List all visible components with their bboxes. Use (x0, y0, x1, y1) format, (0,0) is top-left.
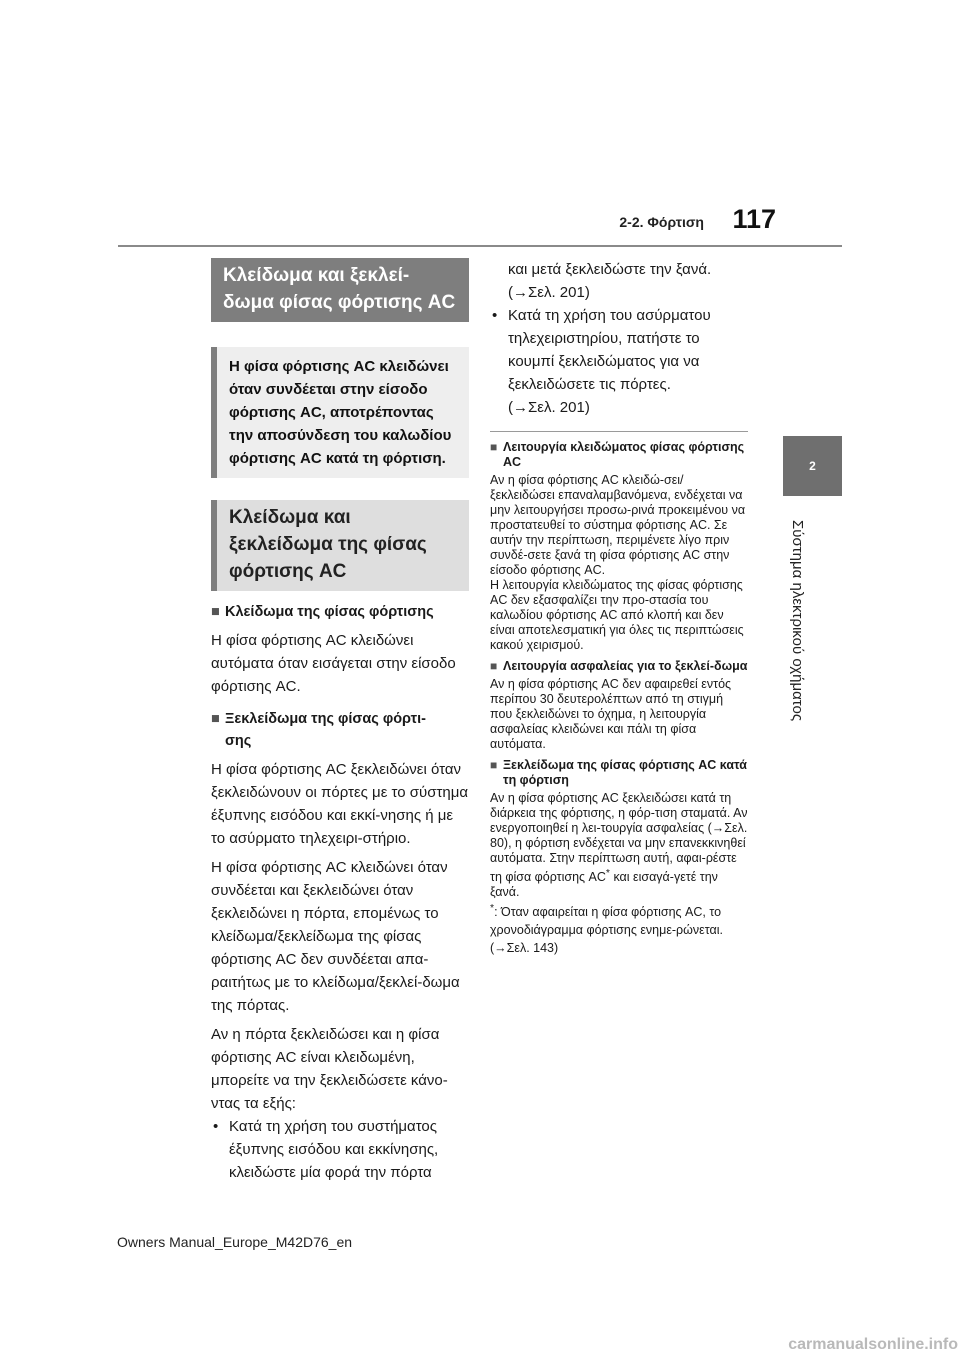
page-ref-201-b: (→Σελ. 201) (508, 399, 590, 416)
chapter-tab: 2 (783, 436, 842, 496)
lock-text: Η φίσα φόρτισης AC κλειδώνει αυτόματα όταν εισάγεται στην είσοδο φόρτισης AC. (211, 632, 456, 695)
footer-text: Owners Manual_Europe_M42D76_en (117, 1234, 353, 1250)
note-unlock-charging-body: Αν η φίσα φόρτισης AC ξεκλειδώσει κατά τη διάρκεια της φόρτισης, η φόρ-τιση σταματά. Αν ενεργοποιηθεί η λει-τουργία ασφαλείας (→Σελ. 80), η φόρτιση ενδέχεται να μην επανεκκινηθεί αυτόματα. Στην περίπτωση αυτή, αφαι-ρέστε τη φίσα φόρτισης AC (490, 791, 748, 885)
note-safety-title: ■ Λειτουργία ασφαλείας για το ξεκλεί-δωμα (490, 659, 748, 674)
note-safety-text: Αν η φίσα φόρτισης AC δεν αφαιρεθεί εντός περίπου 30 δευτερολέπτων από τη στιγμή που ξεκλειδώνει το όχημα, η λειτουργία ασφαλείας κλειδώνει και πάλι τη φίσα αυτόματα. (490, 677, 732, 751)
unlock-heading: ■ Ξεκλείδωμα της φίσας φόρτι- σης (211, 708, 469, 752)
footnote-mark: * (490, 903, 495, 915)
note-unlock-charging-title: ■ Ξεκλείδωμα της φίσας φόρτισης AC κατά τη φόρτιση (490, 758, 748, 788)
footnote (490, 900, 748, 957)
unlock-text-3: Αν η πόρτα ξεκλειδώσει και η φίσα φόρτισης AC είναι κλειδωμένη, μπορείτε να την ξεκλειδώσετε κάνο-ντας τα εξής: (211, 1026, 448, 1112)
left-column (211, 258, 469, 1184)
bullet-wireless-remote: • Κατά τη χρήση του ασύρματου τηλεχειριστηρίου, πατήστε το κουμπί ξεκλειδώματος για να ξεκλειδώσετε τις πόρτες. (490, 304, 748, 396)
footnote-marker: * (605, 868, 610, 879)
intro-box: Η φίσα φόρτισης AC κλειδώνει όταν συνδέεται στην είσοδο φόρτισης AC, αποτρέποντας την αποσύνδεση του καλωδίου φόρτισης AC κατά τη φόρτιση. (211, 347, 469, 478)
note-locking-text-2: Η λειτουργία κλειδώματος της φίσας φόρτισης AC δεν εξασφαλίζει την προ-στασία του καλωδίου φόρτισης AC από κλοπή και δεν είναι αποτελεσματική για όλες τις περιπτώσεις κακού χειρισμού. (490, 578, 744, 652)
bullet-smart-entry: • Κατά τη χρήση του συστήματος έξυπνης εισόδου και εκκίνησης, κλειδώστε μία φορά την πόρτα (211, 1115, 469, 1184)
bullet-smart-entry-continued: και μετά ξεκλειδώστε την ξανά. (508, 261, 712, 278)
page-number: 117 (732, 204, 776, 234)
chapter-title: Σύστημα ηλεκτρικού οχήματος (789, 520, 806, 722)
unlock-text-1: Η φίσα φόρτισης AC ξεκλειδώνει όταν ξεκλειδώνουν οι πόρτες με το σύστημα έξυπνης εισόδου και εκκί-νησης ή με το ασύρματο τηλεχειρι-στήριο. (211, 761, 469, 847)
section-title-line-2: δωμα φίσας φόρτισης AC (223, 292, 456, 313)
watermark: carmanualsonline.info (788, 1336, 958, 1353)
note-unlock-charging-tail: και εισαγά-γετέ την ξανά. (490, 870, 718, 900)
section-title-banner (211, 258, 469, 322)
section-title-line-1: Κλείδωμα και ξεκλεί- (223, 265, 410, 286)
header-section: 2-2. Φόρτιση (619, 214, 704, 230)
unlock-text-2: Η φίσα φόρτισης AC κλειδώνει όταν συνδέεται και ξεκλειδώνει όταν ξεκλειδώνει η πόρτα, επομένως το κλείδωμα/ξεκλείδωμα της φίσας φόρτισης AC δεν συνδέεται απα-ραιτήτως με το κλείδωμα/ξεκλεί-δωμα της πόρτας. (211, 859, 460, 1014)
page-ref-201-a: (→Σελ. 201) (508, 284, 590, 301)
header-rule (118, 245, 842, 247)
note-unlock-charging-text (490, 791, 748, 900)
sub-box-title: Κλείδωμα και ξεκλείδωμα της φίσας φόρτισης AC (211, 500, 469, 591)
lock-heading: ■ Κλείδωμα της φίσας φόρτισης (211, 601, 469, 623)
note-locking-title: ■ Λειτουργία κλειδώματος φίσας φόρτισης AC (490, 440, 748, 470)
right-column (490, 258, 748, 957)
footnote-text: : Όταν αφαιρείται η φίσα φόρτισης AC, το χρονοδιάγραμμα φόρτισης ενημε-ρώνεται. (→Σελ. 143) (490, 905, 723, 956)
note-locking-text-1: Αν η φίσα φόρτισης AC κλειδώ-σει/ξεκλειδώσει επαναλαμβανόμενα, ενδέχεται να μην λειτουργήσει προσω-ρινά προκειμένου να προστατευθεί το σύστημα φόρτισης AC. Σε αυτήν την περίπτωση, περιμένετε λίγο πριν συνδέ-σετε ξανά τη φίσα φόρτισης AC στην είσοδο φόρτισης AC. (490, 473, 746, 577)
